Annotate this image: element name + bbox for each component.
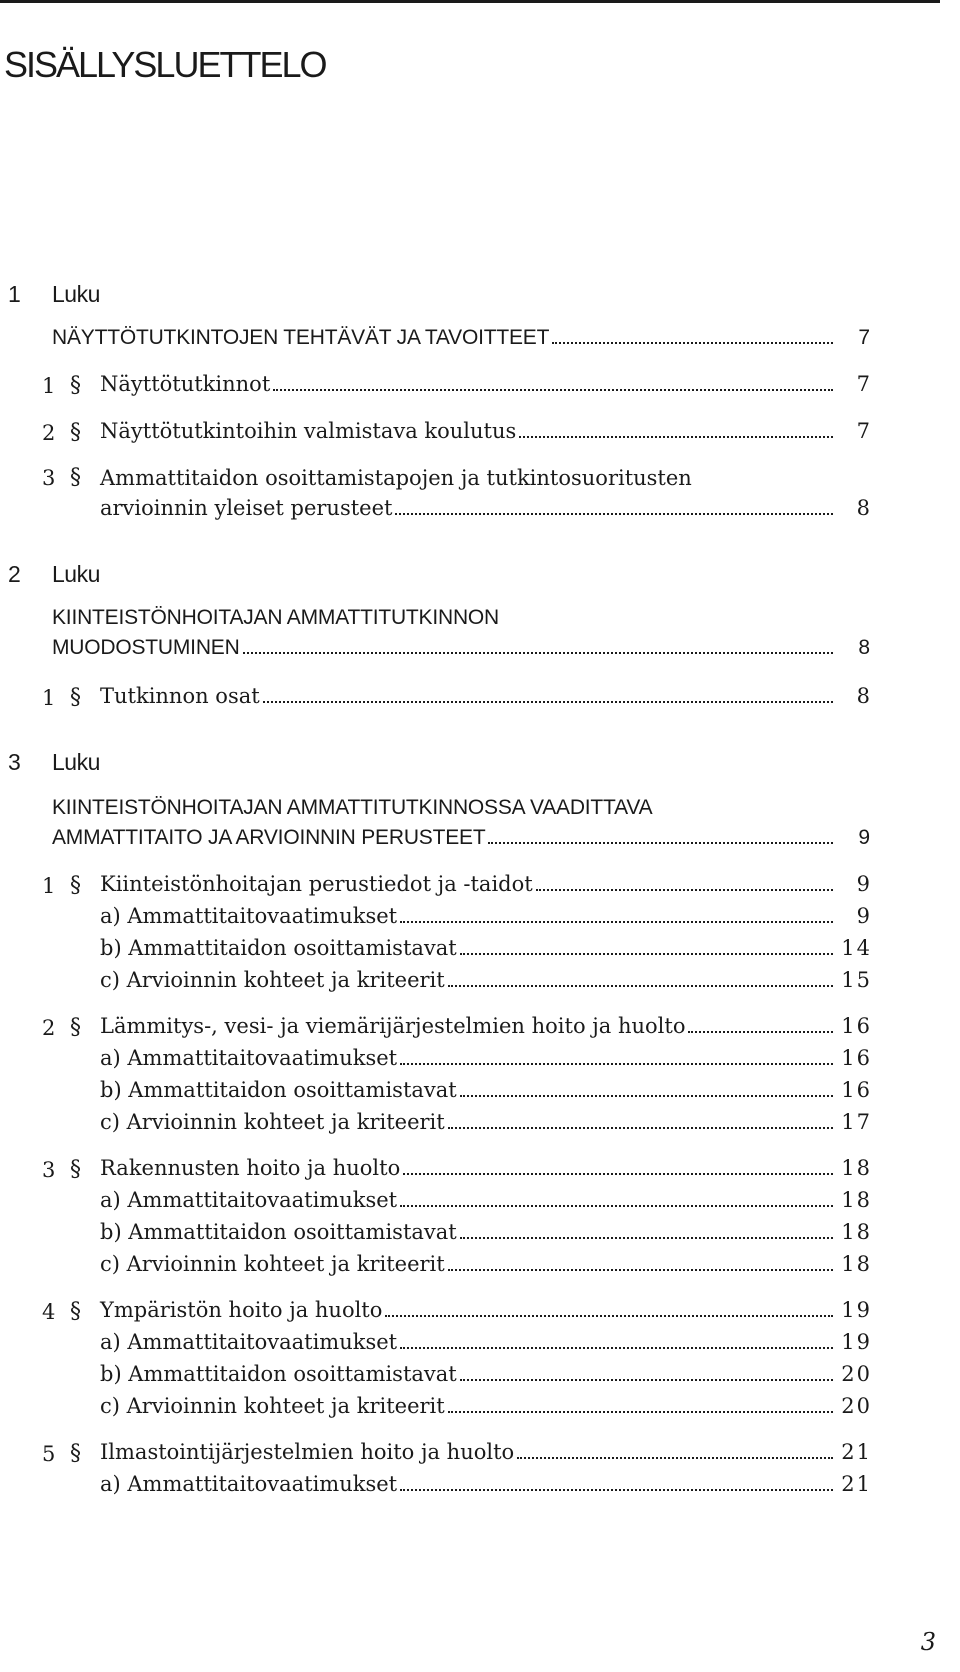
subsection-title: a) Ammattitaitovaatimukset <box>100 1330 398 1354</box>
page-ref: 9 <box>856 872 872 896</box>
section-number: 2 <box>42 1016 56 1040</box>
toc-subentry[interactable] <box>100 968 872 996</box>
page-ref: 18 <box>841 1252 872 1276</box>
leader-dots <box>395 513 833 515</box>
toc-subentry[interactable] <box>100 1110 872 1138</box>
subsection-title: b) Ammattitaidon osoittamistavat <box>100 1078 457 1102</box>
section-number: 2 <box>42 421 56 445</box>
leader-dots <box>488 842 833 844</box>
subsection-title: a) Ammattitaitovaatimukset <box>100 1046 398 1070</box>
toc-entry[interactable] <box>52 636 872 664</box>
toc-entry[interactable] <box>100 1298 872 1326</box>
toc-subentry[interactable] <box>100 1252 872 1280</box>
section-sign: § <box>70 373 81 398</box>
chapter-1-label: Luku <box>52 281 100 307</box>
section-number: 3 <box>42 1158 56 1182</box>
page-ref: 21 <box>841 1472 872 1496</box>
top-rule <box>0 0 940 3</box>
toc-subentry[interactable] <box>100 936 872 964</box>
page-ref: 18 <box>841 1188 872 1212</box>
section-title: Kiinteistönhoitajan perustiedot ja -taidot <box>100 872 533 896</box>
section-title-cont: arvioinnin yleiset perusteet <box>100 496 393 520</box>
section-title: Rakennusten hoito ja huolto <box>100 1156 401 1180</box>
toc-entry[interactable] <box>100 872 872 900</box>
toc-entry[interactable] <box>52 826 872 854</box>
toc-entry[interactable] <box>100 1440 872 1468</box>
leader-dots <box>385 1315 833 1317</box>
page-ref: 9 <box>856 904 872 928</box>
toc-entry[interactable] <box>100 684 872 712</box>
leader-dots <box>460 1237 833 1239</box>
leader-dots <box>263 701 833 703</box>
toc-entry[interactable] <box>100 1156 872 1184</box>
chapter-2-number: 2 <box>8 561 21 587</box>
section-number: 1 <box>42 686 56 710</box>
toc-entry[interactable] <box>100 1014 872 1042</box>
page-number: 3 <box>920 1628 936 1656</box>
toc-entry[interactable] <box>100 419 872 447</box>
leader-dots <box>448 985 833 987</box>
toc-entry[interactable] <box>52 326 872 354</box>
subsection-title: c) Arvioinnin kohteet ja kriteerit <box>100 1110 445 1134</box>
page-ref: 14 <box>841 936 872 960</box>
toc-subentry[interactable] <box>100 1046 872 1074</box>
chapter-2-label: Luku <box>52 561 100 587</box>
page-ref: 16 <box>841 1078 872 1102</box>
leader-dots <box>448 1269 833 1271</box>
section-title: Näyttötutkintoihin valmistava koulutus <box>100 419 517 443</box>
section-title: Ympäristön hoito ja huolto <box>100 1298 383 1322</box>
toc-subentry[interactable] <box>100 1220 872 1248</box>
section-number: 1 <box>42 374 56 398</box>
section-sign: § <box>70 420 81 445</box>
chapter-3-heading-cont: AMMATTITAITO JA ARVIOINNIN PERUSTEET <box>52 826 486 849</box>
toc-subentry[interactable] <box>100 1394 872 1422</box>
leader-dots <box>400 1489 833 1491</box>
leader-dots <box>448 1127 833 1129</box>
section-title: Tutkinnon osat <box>100 684 260 708</box>
page-ref: 17 <box>841 1110 872 1134</box>
leader-dots <box>517 1457 833 1459</box>
chapter-1-number: 1 <box>8 281 21 307</box>
page-ref: 7 <box>856 372 872 396</box>
toc-subentry[interactable] <box>100 1472 872 1500</box>
page-ref: 8 <box>856 496 872 520</box>
chapter-3-number: 3 <box>8 749 21 775</box>
page-ref: 19 <box>841 1298 872 1322</box>
page-ref: 7 <box>856 419 872 443</box>
section-sign: § <box>70 873 81 898</box>
section-sign: § <box>70 1441 81 1466</box>
leader-dots <box>400 1205 833 1207</box>
chapter-3-label: Luku <box>52 749 100 775</box>
section-number: 1 <box>42 874 56 898</box>
page-ref: 19 <box>841 1330 872 1354</box>
chapter-3-heading: KIINTEISTÖNHOITAJAN AMMATTITUTKINNOSSA VAADITTAVA <box>52 796 653 819</box>
page-ref: 18 <box>841 1220 872 1244</box>
page-ref: 20 <box>841 1394 872 1418</box>
page-ref: 8 <box>858 636 872 659</box>
page-ref: 9 <box>858 826 872 849</box>
leader-dots <box>552 342 833 344</box>
section-sign: § <box>70 465 81 490</box>
section-sign: § <box>70 1299 81 1324</box>
section-sign: § <box>70 685 81 710</box>
toc-subentry[interactable] <box>100 1188 872 1216</box>
section-number: 4 <box>42 1300 56 1324</box>
leader-dots <box>273 389 833 391</box>
section-title: Näyttötutkinnot <box>100 372 271 396</box>
leader-dots <box>460 1379 833 1381</box>
page-ref: 15 <box>841 968 872 992</box>
leader-dots <box>688 1031 833 1033</box>
subsection-title: a) Ammattitaitovaatimukset <box>100 1188 398 1212</box>
subsection-title: b) Ammattitaidon osoittamistavat <box>100 1220 457 1244</box>
page-ref: 16 <box>841 1014 872 1038</box>
toc-subentry[interactable] <box>100 1330 872 1358</box>
section-title: Ammattitaidon osoittamistapojen ja tutkintosuoritusten <box>100 466 692 490</box>
leader-dots <box>460 953 833 955</box>
page-ref: 8 <box>856 684 872 708</box>
subsection-title: c) Arvioinnin kohteet ja kriteerit <box>100 968 445 992</box>
toc-subentry[interactable] <box>100 1078 872 1106</box>
toc-subentry[interactable] <box>100 904 872 932</box>
page-ref: 16 <box>841 1046 872 1070</box>
page-ref: 18 <box>841 1156 872 1180</box>
chapter-1-heading: NÄYTTÖTUTKINTOJEN TEHTÄVÄT JA TAVOITTEET <box>52 326 550 349</box>
page-title: SISÄLLYSLUETTELO <box>4 44 326 85</box>
toc-entry[interactable] <box>100 496 872 524</box>
page-ref: 7 <box>858 326 872 349</box>
section-sign: § <box>70 1157 81 1182</box>
leader-dots <box>460 1095 833 1097</box>
section-title: Lämmitys-, vesi- ja viemärijärjestelmien hoito ja huolto <box>100 1014 686 1038</box>
leader-dots <box>400 1347 833 1349</box>
leader-dots <box>400 1063 833 1065</box>
subsection-title: c) Arvioinnin kohteet ja kriteerit <box>100 1394 445 1418</box>
toc-entry[interactable] <box>100 372 872 400</box>
section-number: 5 <box>42 1442 56 1466</box>
subsection-title: a) Ammattitaitovaatimukset <box>100 904 398 928</box>
leader-dots <box>448 1411 833 1413</box>
chapter-2-heading-cont: MUODOSTUMINEN <box>52 636 240 659</box>
leader-dots <box>403 1173 833 1175</box>
subsection-title: b) Ammattitaidon osoittamistavat <box>100 936 457 960</box>
subsection-title: b) Ammattitaidon osoittamistavat <box>100 1362 457 1386</box>
page-ref: 20 <box>841 1362 872 1386</box>
leader-dots <box>536 889 833 891</box>
subsection-title: c) Arvioinnin kohteet ja kriteerit <box>100 1252 445 1276</box>
leader-dots <box>519 436 833 438</box>
chapter-2-heading: KIINTEISTÖNHOITAJAN AMMATTITUTKINNON <box>52 606 500 629</box>
leader-dots <box>243 652 833 654</box>
section-title: Ilmastointijärjestelmien hoito ja huolto <box>100 1440 515 1464</box>
section-sign: § <box>70 1015 81 1040</box>
page-ref: 21 <box>841 1440 872 1464</box>
leader-dots <box>400 921 833 923</box>
subsection-title: a) Ammattitaitovaatimukset <box>100 1472 398 1496</box>
toc-subentry[interactable] <box>100 1362 872 1390</box>
section-number: 3 <box>42 466 56 490</box>
